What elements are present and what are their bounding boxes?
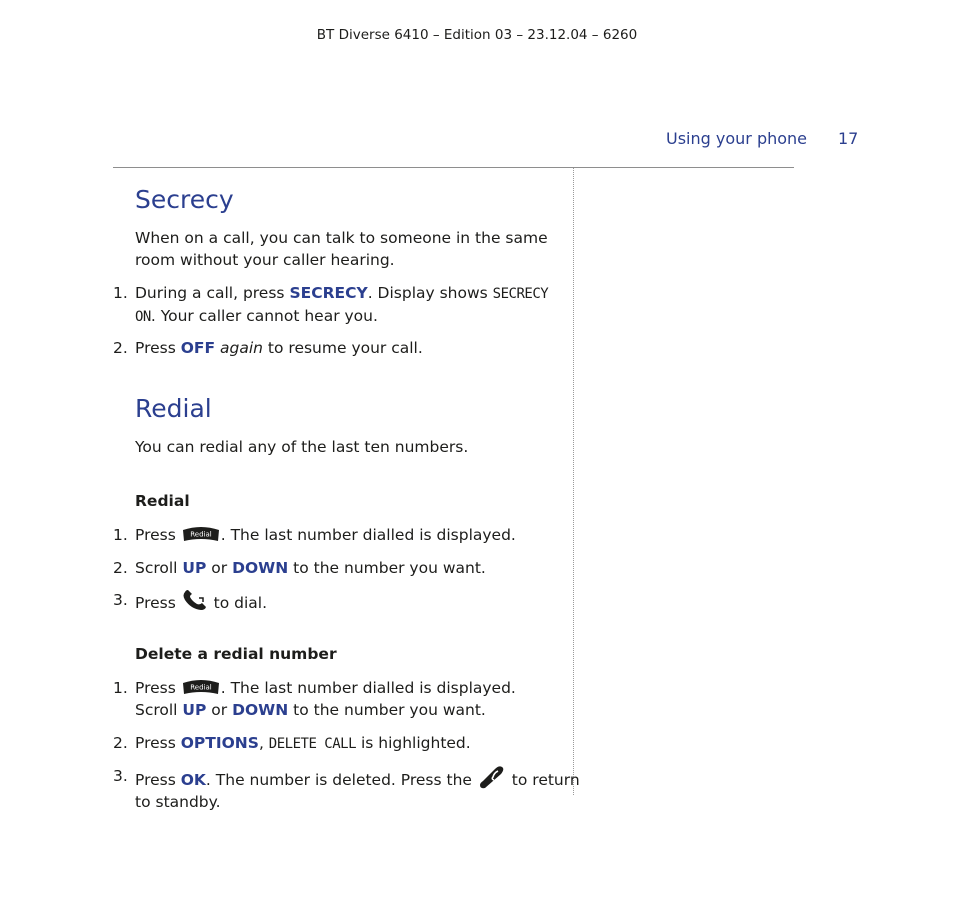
step-number: 1.	[113, 526, 128, 544]
emphasis-text: again	[220, 339, 263, 357]
step-text: . Display shows	[367, 284, 493, 302]
step-text: to the number you want.	[288, 701, 486, 719]
secrecy-intro-line1: When on a call, you can talk to someone in the same	[135, 229, 548, 247]
step-text: . The last number dialled is displayed.	[220, 679, 516, 697]
secrecy-intro	[135, 227, 548, 271]
end-call-key-icon	[477, 765, 507, 791]
step-text: Press	[135, 734, 181, 752]
step-number: 3.	[113, 767, 128, 785]
step-text: or	[206, 701, 233, 719]
column-divider	[573, 168, 574, 795]
redial-key-icon	[181, 678, 221, 696]
step-number: 1.	[113, 284, 128, 302]
up-key-label: UP	[182, 559, 207, 577]
step-text: Press	[135, 339, 181, 357]
down-key-label: DOWN	[232, 701, 289, 719]
redial-key-icon	[181, 525, 221, 543]
redial-step-2	[135, 557, 486, 579]
step-text: Press	[135, 679, 181, 697]
redial-step-1	[135, 524, 516, 546]
ok-key-label: OK	[180, 771, 206, 789]
step-text: Scroll	[135, 701, 183, 719]
delete-step-1	[135, 677, 516, 721]
step-text: . The last number dialled is displayed.	[220, 526, 516, 544]
down-key-label: DOWN	[232, 559, 289, 577]
step-number: 2.	[113, 339, 128, 357]
step-text: to standby.	[135, 793, 221, 811]
step-text: is highlighted.	[356, 734, 471, 752]
secrecy-intro-line2: room without your caller hearing.	[135, 251, 395, 269]
step-text: to the number you want.	[288, 559, 486, 577]
step-text: Press	[135, 771, 181, 789]
delete-step-2	[135, 732, 471, 755]
step-number: 1.	[113, 679, 128, 697]
step-text: to return	[506, 771, 580, 789]
display-text: ON	[135, 309, 151, 325]
options-key-label: OPTIONS	[180, 734, 259, 752]
running-section-title: Using your phone	[666, 129, 808, 148]
step-number: 2.	[113, 559, 128, 577]
step-number: 2.	[113, 734, 128, 752]
display-text: SECRECY	[492, 286, 549, 302]
redial-key-text: Redial	[189, 683, 212, 692]
delete-redial-subheading: Delete a redial number	[135, 645, 337, 663]
redial-subheading: Redial	[135, 492, 190, 510]
redial-intro: You can redial any of the last ten numbers.	[135, 438, 469, 456]
step-text: or	[206, 559, 233, 577]
secrecy-key-label: SECRECY	[289, 284, 368, 302]
step-text: Scroll	[135, 559, 183, 577]
page-number: 17	[838, 129, 859, 148]
delete-step-3	[135, 765, 580, 813]
step-text: to dial.	[208, 594, 268, 612]
document-info: BT Diverse 6410 – Edition 03 – 23.12.04 – 6260	[316, 27, 638, 43]
secrecy-heading: Secrecy	[135, 185, 234, 214]
step-text: ,	[258, 734, 269, 752]
secrecy-step-2	[135, 337, 423, 359]
off-key-label: OFF	[180, 339, 216, 357]
step-text: During a call, press	[135, 284, 290, 302]
redial-key-text: Redial	[189, 530, 212, 539]
redial-step-3	[135, 589, 267, 614]
secrecy-step-1	[135, 282, 548, 328]
up-key-label: UP	[182, 701, 207, 719]
redial-heading: Redial	[135, 394, 212, 423]
display-text: DELETE CALL	[268, 736, 357, 752]
step-number: 3.	[113, 591, 128, 609]
talk-key-icon	[181, 589, 209, 613]
step-text: to resume your call.	[263, 339, 423, 357]
step-text: Press	[135, 594, 181, 612]
step-text: Press	[135, 526, 181, 544]
step-text: . The number is deleted. Press the	[205, 771, 477, 789]
header-rule	[113, 167, 794, 168]
step-text: . Your caller cannot hear you.	[150, 307, 378, 325]
